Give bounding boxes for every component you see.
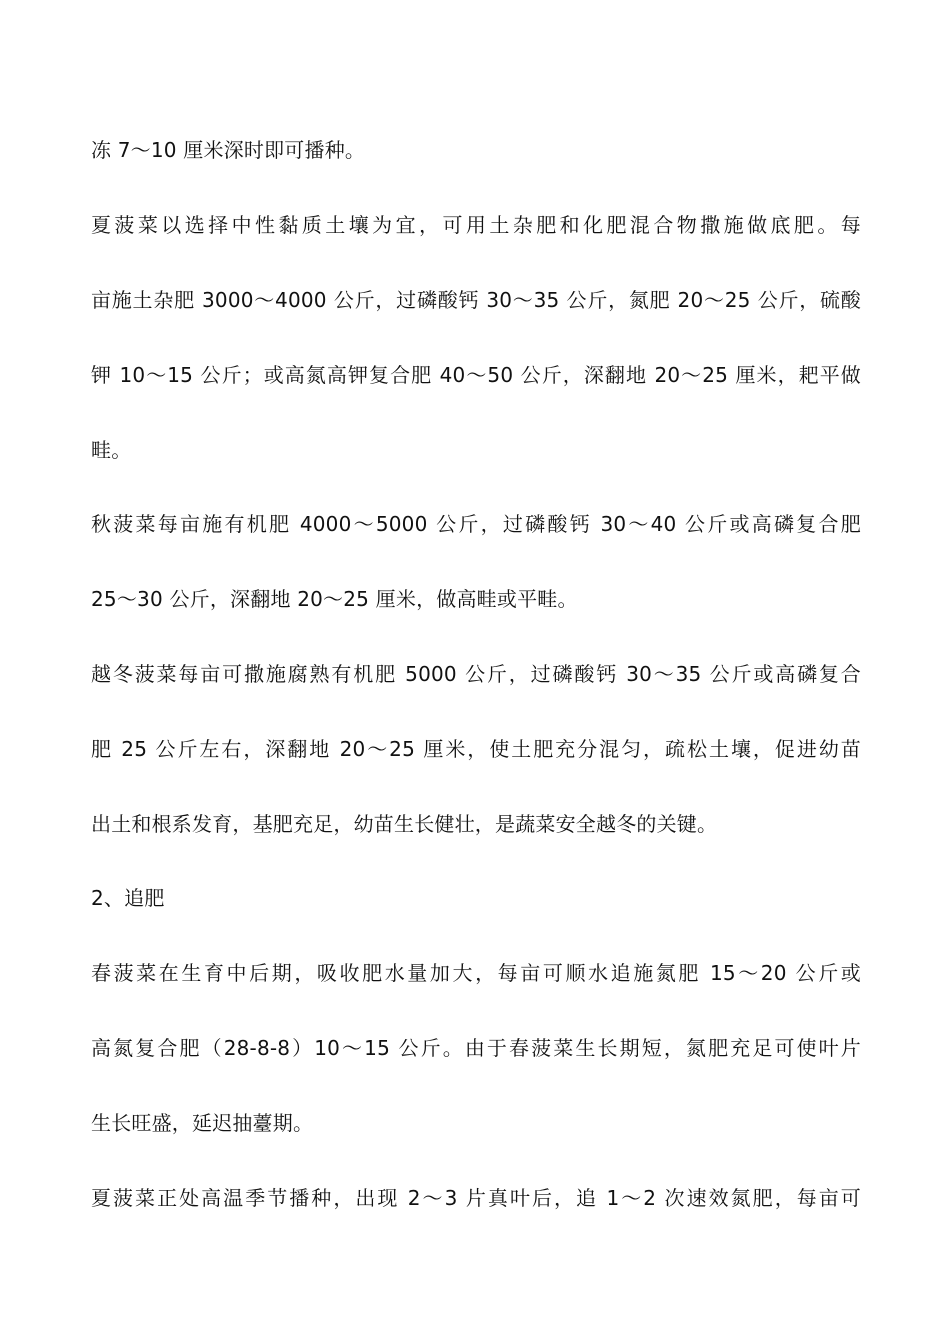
text-line-4: 钾 10～15 公斤；或高氮高钾复合肥 40～50 公斤，深翻地 20～25 厘米，耙平做 xyxy=(91,363,861,387)
text-line-5: 畦。 xyxy=(91,438,132,462)
text-line-10: 出土和根系发育，基肥充足，幼苗生长健壮，是蔬菜安全越冬的关键。 xyxy=(91,812,718,836)
text-line-8: 越冬菠菜每亩可撒施腐熟有机肥 5000 公斤，过磷酸钙 30～35 公斤或高磷复合 xyxy=(91,662,861,686)
text-line-7: 25～30 公斤，深翻地 20～25 厘米，做高畦或平畦。 xyxy=(91,587,578,611)
text-line-12: 春菠菜在生育中后期，吸收肥水量加大，每亩可顺水追施氮肥 15～20 公斤或 xyxy=(91,961,861,985)
text-line-3: 亩施土杂肥 3000～4000 公斤，过磷酸钙 30～35 公斤，氮肥 20～25 公斤，硫酸 xyxy=(91,288,861,312)
text-line-6: 秋菠菜每亩施有机肥 4000～5000 公斤，过磷酸钙 30～40 公斤或高磷复合肥 xyxy=(91,512,861,536)
text-line-15: 夏菠菜正处高温季节播种，出现 2～3 片真叶后，追 1～2 次速效氮肥，每亩可 xyxy=(91,1186,861,1210)
text-line-14: 生长旺盛，延迟抽薹期。 xyxy=(91,1111,314,1135)
text-line-1: 冻 7～10 厘米深时即可播种。 xyxy=(91,138,366,162)
section-heading: 2、追肥 xyxy=(91,886,165,910)
text-line-9: 肥 25 公斤左右，深翻地 20～25 厘米，使土肥充分混匀，疏松土壤，促进幼苗 xyxy=(91,737,861,761)
text-line-2: 夏菠菜以选择中性黏质土壤为宜，可用土杂肥和化肥混合物撒施做底肥。每 xyxy=(91,213,861,237)
text-line-13: 高氮复合肥（28-8-8）10～15 公斤。由于春菠菜生长期短，氮肥充足可使叶片 xyxy=(91,1036,861,1060)
